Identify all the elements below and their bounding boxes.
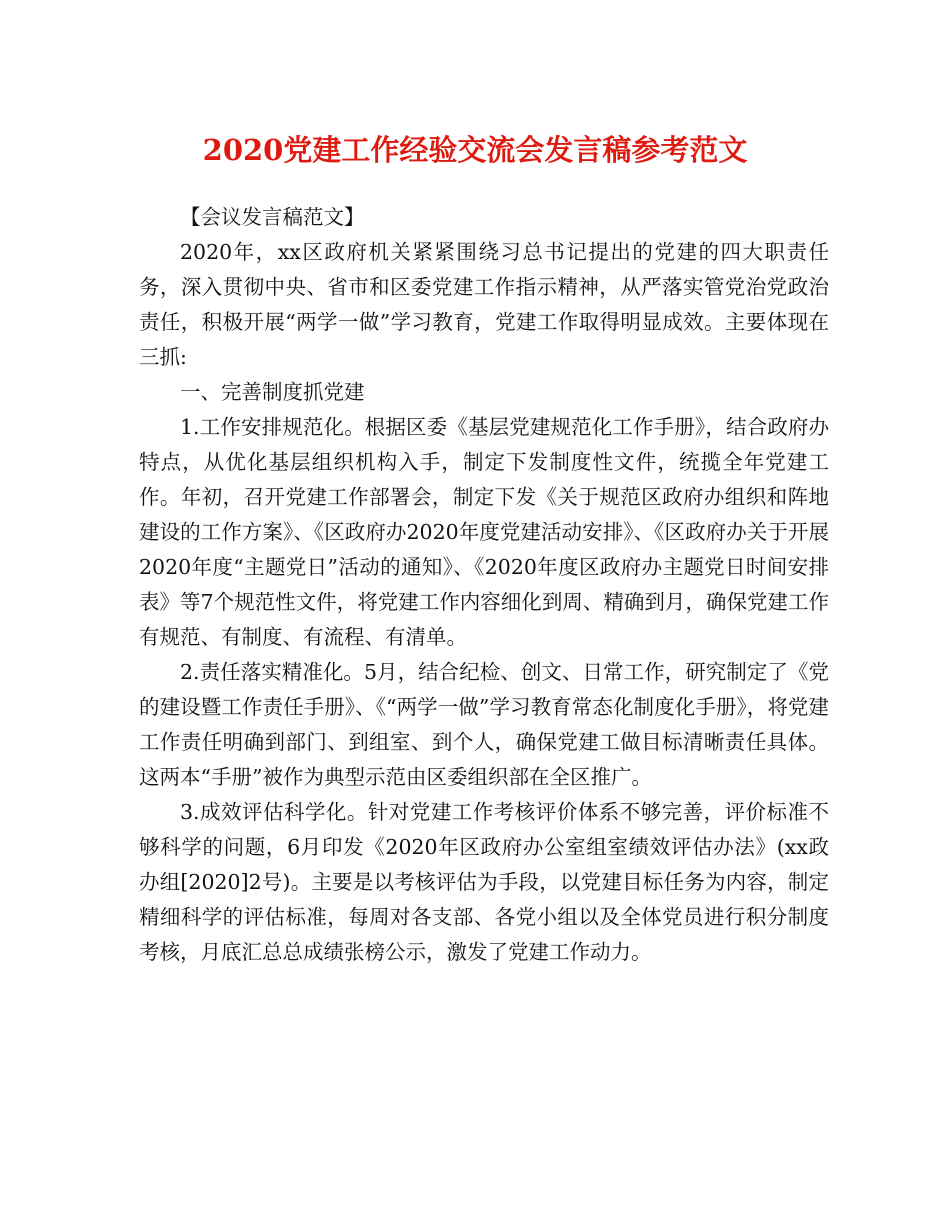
item-paragraph-1: 1.工作安排规范化。根据区委《基层党建规范化工作手册》，结合政府办特点，从优化基层组织机构入手，制定下发制度性文件，统揽全年党建工作。年初，召开党建工作部署会，制定下发《关于规范区政府办组织和阵地建设的工作方案》、《区政府办2020年度党建活动安排》、《区政府办关于开展2020年度“主题党日”活动的通知》、《2020年度区政府办主题党日时间安排表》等7个规范性文件，将党建工作内容细化到周、精确到月，确保党建工作有规范、有制度、有流程、有清单。 bbox=[139, 415, 829, 649]
section-label-paragraph: 【会议发言稿范文】 bbox=[180, 205, 365, 229]
document-body bbox=[139, 200, 829, 970]
section-heading: 一、完善制度抓党建 bbox=[180, 380, 365, 404]
item-paragraph-2: 2.责任落实精准化。5月，结合纪检、创文、日常工作，研究制定了《党的建设暨工作责任手册》、《“两学一做”学习教育常态化制度化手册》，将党建工作责任明确到部门、到组室、到个人，确保党建工做目标清晰责任具体。这两本“手册”被作为典型示范由区委组织部在全区推广。 bbox=[139, 660, 829, 789]
item-paragraph-3: 3.成效评估科学化。针对党建工作考核评价体系不够完善，评价标准不够科学的问题，6月印发《2020年区政府办公室组室绩效评估办法》(xx政办组[2020]2号)。主要是以考核评估为手段，以党建目标任务为内容，制定精细科学的评估标准，每周对各支部、各党小组以及全体党员进行积分制度考核，月底汇总总成绩张榜公示，激发了党建工作动力。 bbox=[139, 800, 829, 964]
document-title: 2020党建工作经验交流会发言稿参考范文 bbox=[202, 133, 748, 167]
intro-paragraph: 2020年，xx区政府机关紧紧围绕习总书记提出的党建的四大职责任务，深入贯彻中央、省市和区委党建工作指示精神，从严落实管党治党政治责任，积极开展“两学一做”学习教育，党建工作取得明显成效。主要体现在三抓: bbox=[139, 240, 829, 369]
